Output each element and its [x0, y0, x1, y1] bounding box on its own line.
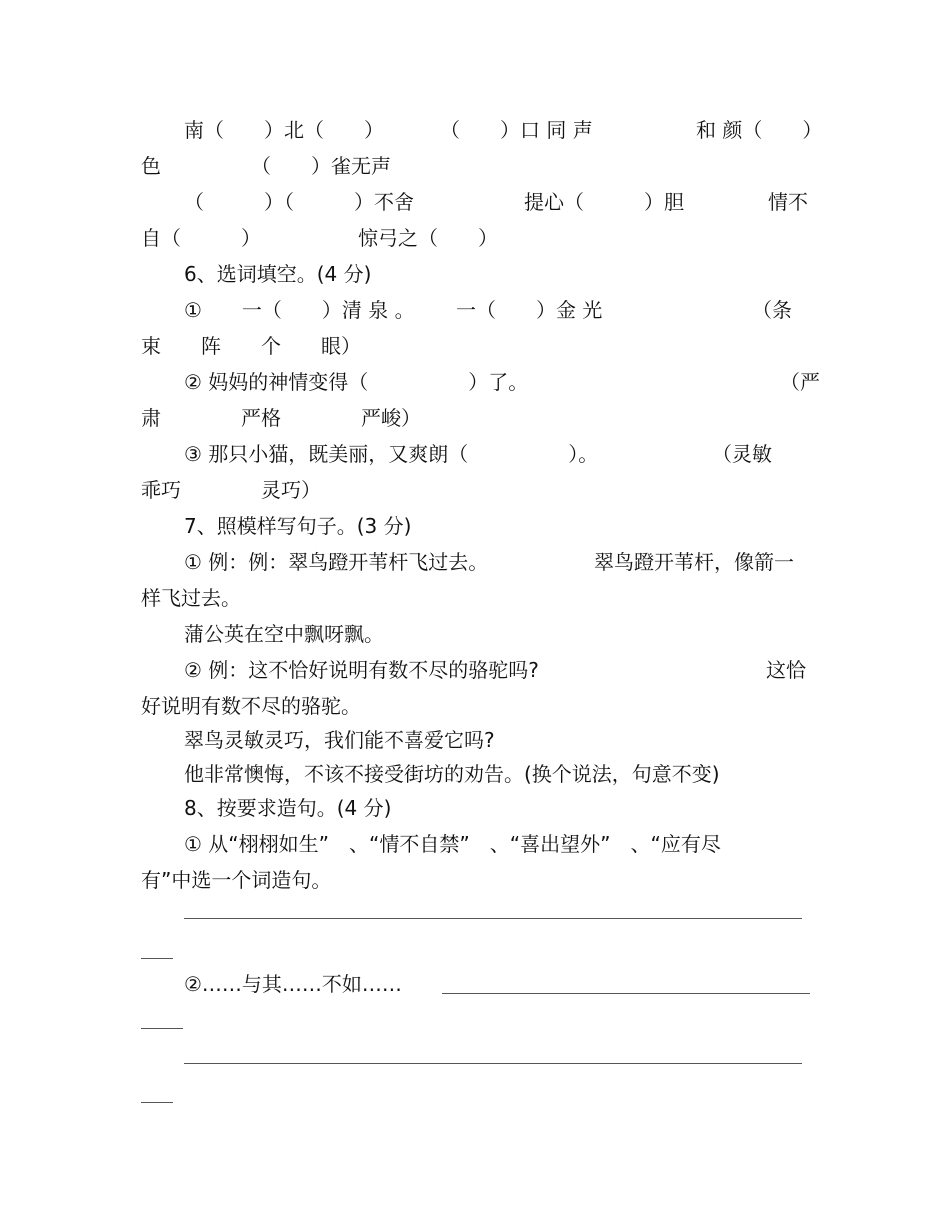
- q8-item1: ① 从“栩栩如生” 、“情不自禁” 、“喜出望外” 、“应有尽: [184, 832, 721, 856]
- q7-example1: ① 例：例：翠鸟蹬开苇杆飞过去。: [184, 550, 489, 574]
- q7-heading: 7、照模样写句子。(3 分): [184, 514, 412, 538]
- q6-item1-options-start: （条: [752, 298, 792, 322]
- q6-item3-options-end: 乖巧 灵巧）: [141, 478, 321, 502]
- q7-task3: 他非常懊悔，不该不接受街坊的劝告。(换个说法，句意不变): [184, 762, 720, 786]
- q6-item3-options-start: （灵敏: [712, 442, 772, 466]
- q7-example1-answer-start: 翠鸟蹬开苇杆，像箭一: [594, 550, 794, 574]
- answer-line-tail: [141, 1102, 173, 1103]
- q8-heading: 8、按要求造句。(4 分): [184, 796, 392, 820]
- q6-item2-options-start: （严: [780, 370, 820, 394]
- q8-item1-cont: 有”中选一个词造句。: [141, 868, 332, 892]
- q5-idiom-7-end: 自（ ）: [141, 226, 261, 250]
- q6-item3: ③ 那只小猫，既美丽，又爽朗（ ）。: [184, 442, 599, 466]
- q6-item2: ② 妈妈的神情变得（ ）了。: [184, 370, 529, 394]
- q6-item1-part1: ① 一（ ）清 泉 。: [184, 298, 415, 322]
- q6-item1-part2: 一（ ）金 光: [456, 298, 603, 322]
- q5-idiom-6: 提心（ ）胆: [524, 190, 684, 214]
- q5-idiom-row2: 色 （ ）雀无声: [141, 154, 391, 178]
- q6-heading: 6、选词填空。(4 分): [184, 262, 372, 286]
- q7-example2-answer-start: 这恰: [766, 658, 806, 682]
- q7-example1-answer-end: 样飞过去。: [141, 586, 241, 610]
- q5-idiom-3: 和 颜（ ）: [696, 118, 823, 142]
- q5-idiom-1: 南（ ）北（ ）: [184, 118, 384, 142]
- q8-item2: ②……与其……不如……: [184, 972, 402, 996]
- q7-example2: ② 例：这不恰好说明有数不尽的骆驼吗?: [184, 658, 539, 682]
- q5-idiom-5: （ ）（ ）不舍: [184, 190, 414, 214]
- q5-idiom-8: 惊弓之（ ）: [358, 226, 498, 250]
- answer-line[interactable]: [184, 1063, 802, 1064]
- answer-line-tail: [141, 1028, 183, 1029]
- answer-line[interactable]: [442, 993, 810, 994]
- q7-example2-answer-end: 好说明有数不尽的骆驼。: [141, 694, 361, 718]
- q6-item2-options-end: 肃 严格 严峻）: [141, 406, 421, 430]
- q5-idiom-2: （ ）口 同 声: [440, 118, 593, 142]
- q5-idiom-7-start: 情不: [768, 190, 808, 214]
- answer-line[interactable]: [184, 918, 802, 919]
- answer-line-tail: [141, 958, 173, 959]
- q6-item1-options-end: 束 阵 个 眼）: [141, 334, 361, 358]
- q7-task1: 蒲公英在空中飘呀飘。: [184, 622, 384, 646]
- q7-task2: 翠鸟灵敏灵巧，我们能不喜爱它吗?: [184, 728, 495, 752]
